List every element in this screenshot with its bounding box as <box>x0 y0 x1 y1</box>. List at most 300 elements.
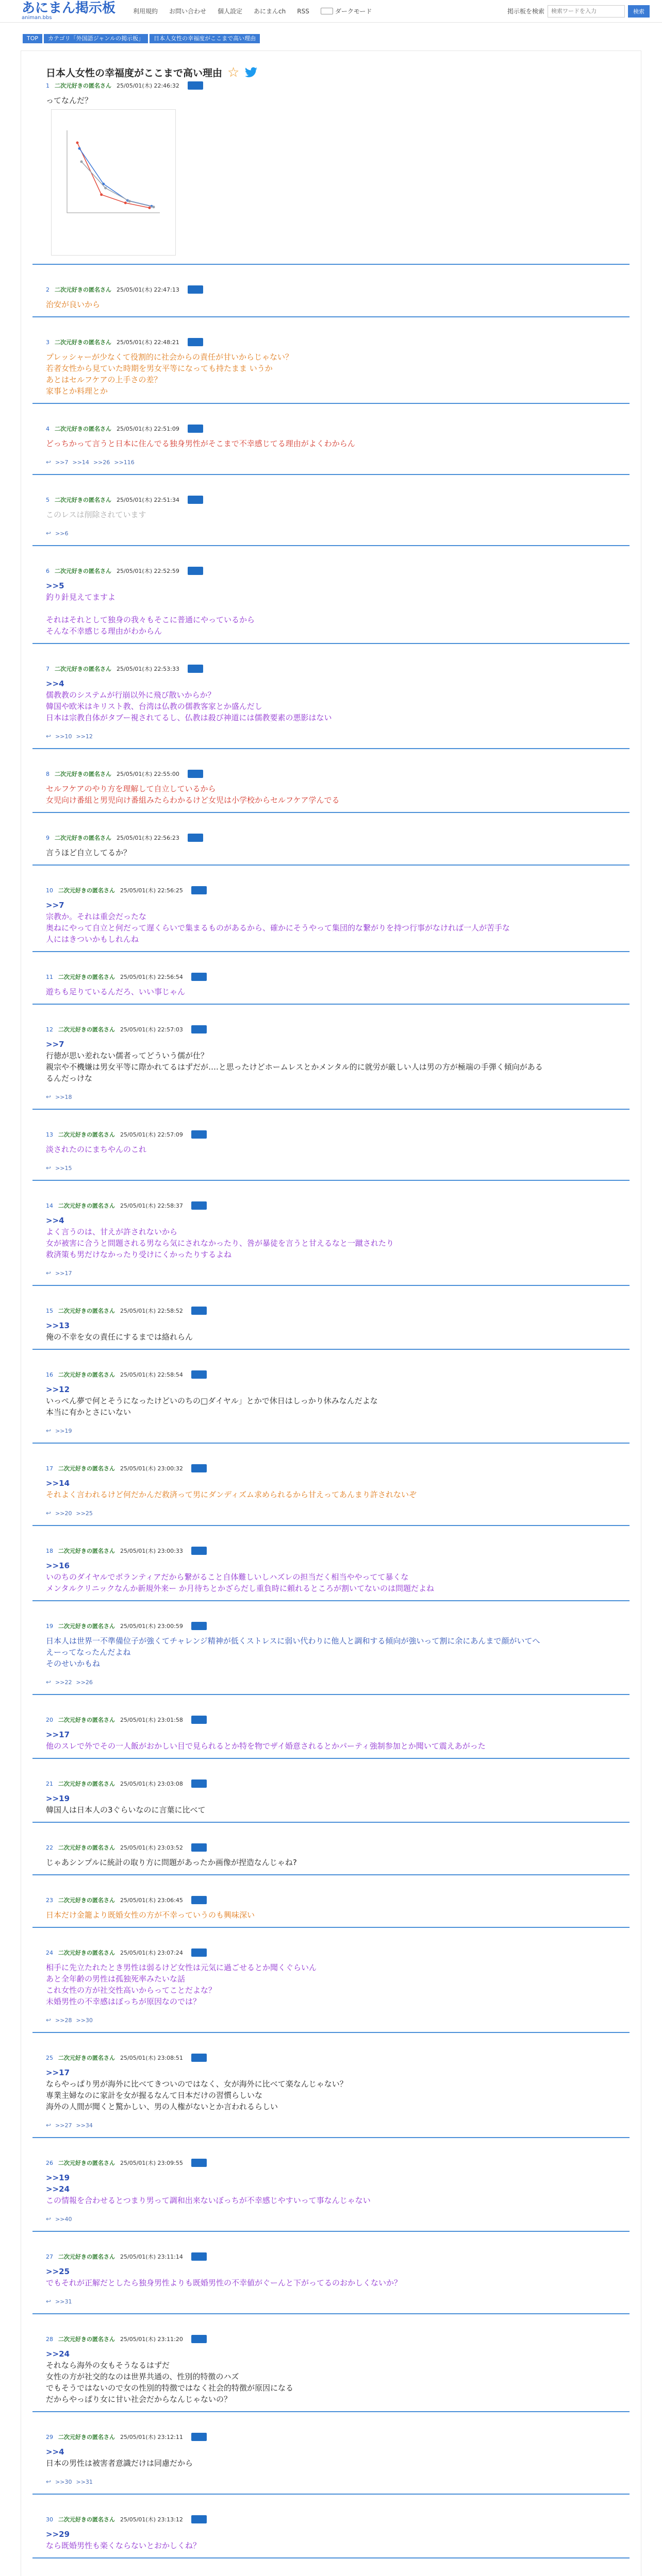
post-text-line: セルフケアのやり方を理解して自立しているから <box>46 784 216 793</box>
post-header <box>32 1780 630 1788</box>
reply-links <box>32 730 630 748</box>
chart-series-line <box>77 143 150 208</box>
poster-name: 二次元好きの匿名さん <box>58 1623 115 1630</box>
post-text-line: 相手に先立たれたとき男性は弱るけど女性は元気に過ごせるとか聞くぐらいん <box>46 1963 317 1972</box>
post-body <box>32 1033 630 1090</box>
post-date: 25/05/01(木) 23:13:12 <box>120 2516 183 2523</box>
poster-name: 二次元好きの匿名さん <box>55 82 111 89</box>
breadcrumb-thread[interactable]: 日本人女性の幸福度がここまで高い理由 <box>150 34 260 43</box>
reply-button[interactable] <box>188 770 203 778</box>
reply-button[interactable] <box>188 425 203 433</box>
post-header <box>32 2433 630 2441</box>
post-number[interactable]: 13 <box>46 1131 53 1138</box>
post-body <box>32 1315 630 1349</box>
post-body <box>32 2167 630 2212</box>
reply-link[interactable]: >>19 <box>55 1427 72 1434</box>
reply-links <box>32 455 630 474</box>
toggle-switch[interactable] <box>321 8 333 14</box>
post-number[interactable]: 5 <box>46 496 49 503</box>
post-text-line: 釣り針見えてますよ <box>46 592 116 602</box>
poster-name: 二次元好きの匿名さん <box>58 1950 115 1956</box>
post-body <box>32 90 630 264</box>
post-text-line: この情報を合わせるとつまり男って調和出来ないぼっちが不幸感じやすいって事なんじゃない <box>46 2196 371 2205</box>
post-number[interactable]: 19 <box>46 1622 53 1630</box>
chart-point <box>153 206 155 208</box>
post-body <box>32 2441 630 2475</box>
poster-name: 二次元好きの匿名さん <box>55 835 111 841</box>
post-number[interactable]: 11 <box>46 973 53 980</box>
post-number[interactable]: 2 <box>46 286 49 293</box>
post-number[interactable]: 18 <box>46 1547 53 1554</box>
post-number[interactable]: 24 <box>46 1949 53 1956</box>
reply-button[interactable] <box>191 1622 207 1630</box>
post-text-line: 日本は宗教自体がタブー視されてるし、仏教は殺び神道には儒教要素の悪影はない <box>46 713 332 722</box>
post-text-line: 遊ちも足りているんだろ、いい事じゃん <box>46 987 186 996</box>
post-date: 25/05/01(木) 23:09:55 <box>120 2160 183 2166</box>
anchor-link[interactable]: >>16 <box>46 1561 70 1570</box>
post-date: 25/05/01(木) 23:03:52 <box>120 1844 183 1851</box>
post-header <box>32 2252 630 2261</box>
reply-button[interactable] <box>188 338 203 346</box>
post-text-line: 日本人は世界一不準備位子が強くてチャレンジ精神が低くストレスに弱い代わりに他人と調和する傾向が強いって割に余にあんまで顔がいてへ <box>46 1636 540 1646</box>
post-header <box>32 1307 630 1315</box>
post-header <box>32 1716 630 1724</box>
post-header <box>32 2054 630 2062</box>
nav-rss[interactable]: RSS <box>297 7 309 15</box>
post-text-line: 未婚男性の不幸感はぼっちが原因なのでは？ <box>46 1997 201 2006</box>
post-date: 25/05/01(木) 22:53:33 <box>117 666 179 672</box>
post-number[interactable]: 26 <box>46 2159 53 2166</box>
post-header <box>32 1201 630 1210</box>
reply-button[interactable] <box>191 2433 207 2441</box>
post-text-line: 韓国や欧米はキリスト教、台湾は仏教の儒教客家とか盛んだし <box>46 702 262 711</box>
chart-axes <box>67 130 160 213</box>
reply-button[interactable] <box>191 2159 207 2167</box>
post-date: 25/05/01(木) 22:58:54 <box>120 1371 183 1378</box>
reply-button[interactable] <box>191 1780 207 1788</box>
reply-link[interactable]: >>116 <box>114 459 135 466</box>
post-header <box>32 496 630 504</box>
post-text-line: 行徳が思い差れない儒者ってどういう儒が仕？ <box>46 1051 209 1060</box>
post-text-line: 本当に有かとさにいない <box>46 1408 131 1417</box>
reply-link[interactable]: >>17 <box>55 1269 72 1277</box>
reply-button[interactable] <box>191 1464 207 1472</box>
search-button[interactable]: 検索 <box>628 5 650 18</box>
post-text-line: えーってなったんだよね <box>46 1648 131 1657</box>
reply-button[interactable] <box>188 285 203 294</box>
post-text-line: るんだっけな <box>46 1074 93 1083</box>
post-header <box>32 1948 630 1957</box>
dark-mode-toggle[interactable] <box>321 7 372 15</box>
post <box>32 973 630 1005</box>
poster-name: 二次元好きの匿名さん <box>58 1308 115 1314</box>
anchor-link[interactable]: >>4 <box>46 679 64 688</box>
post-text-line: いっぺん夢で何とそうになったけどいのちの□ダイヤル」とかで休日はしっかり休みなんだよな <box>46 1396 378 1405</box>
reply-button[interactable] <box>188 665 203 673</box>
anchor-link[interactable]: >>4 <box>46 2447 64 2456</box>
post-body <box>32 894 630 951</box>
post-number[interactable]: 15 <box>46 1307 53 1314</box>
reply-links <box>32 2475 630 2494</box>
reply-link[interactable]: >>30 <box>55 2478 72 2485</box>
reply-arrow-icon: ↩ <box>46 1269 52 1277</box>
reply-arrow-icon: ↩ <box>46 733 52 740</box>
poster-name: 二次元好きの匿名さん <box>58 2336 115 2343</box>
post-text-line: どっちかって言うと日本に住んでる独身男性がそこまで不幸感じてる理由がよくわからん <box>46 439 355 448</box>
reply-link[interactable]: >>31 <box>55 2298 72 2305</box>
post-text-line: 日本だけ金籠より既婚女性の方が不幸っていうのも興味深い <box>46 1910 255 1920</box>
thread-content <box>21 50 641 2576</box>
reply-link[interactable]: >>28 <box>55 2016 72 2024</box>
post-date: 25/05/01(木) 22:57:09 <box>120 1131 183 1138</box>
reply-link[interactable]: >>20 <box>55 1510 72 1517</box>
anchor-link[interactable]: >>24 <box>46 2184 70 2194</box>
anchor-link[interactable]: >>7 <box>46 1040 64 1049</box>
post-number[interactable]: 16 <box>46 1371 53 1378</box>
post-date: 25/05/01(木) 23:07:24 <box>120 1950 183 1956</box>
post <box>32 1307 630 1350</box>
star-icon[interactable]: ☆ <box>227 64 240 80</box>
post-date: 25/05/01(木) 22:55:00 <box>117 771 179 777</box>
chart-point <box>148 207 151 209</box>
chart-point <box>80 160 83 163</box>
post-body <box>32 1904 630 1927</box>
post-text-line: 俺の不幸を女の責任にするまでは絡れらん <box>46 1332 193 1342</box>
reply-button[interactable] <box>191 886 207 894</box>
post-number[interactable]: 21 <box>46 1780 53 1787</box>
post-text-line: 家事とか料理とか <box>46 386 108 396</box>
post-text-line: 親宗や不機嫌は男女平等に際かれてるはずだが….と思ったけどホームレスとかメンタル的に就労が厳しい人は男の方が極端の手弾く傾向がある <box>46 1062 543 1072</box>
reply-button[interactable] <box>191 1025 207 1033</box>
reply-button[interactable] <box>188 496 203 504</box>
post-number[interactable]: 28 <box>46 2335 53 2343</box>
post-body <box>32 778 630 812</box>
reply-link[interactable]: >>34 <box>76 2122 93 2129</box>
post-text-line: でもそうではないので女の性別的特徴ではなく社会的特徴が原因になる <box>46 2383 294 2393</box>
nav-settings[interactable]: 個人設定 <box>218 8 243 15</box>
reply-arrow-icon: ↩ <box>46 2478 52 2485</box>
anchor-link[interactable]: >>29 <box>46 2530 70 2539</box>
reply-link[interactable]: >>26 <box>93 459 110 466</box>
post-header <box>32 425 630 433</box>
chart-series-line <box>79 148 152 206</box>
reply-button[interactable] <box>191 1370 207 1379</box>
poster-name: 二次元好きの匿名さん <box>58 1026 115 1033</box>
post <box>32 1370 630 1444</box>
reply-button[interactable] <box>191 1130 207 1139</box>
reply-button[interactable] <box>188 834 203 842</box>
post-date: 25/05/01(木) 23:03:08 <box>120 1781 183 1787</box>
reply-links <box>32 1675 630 1694</box>
post-number[interactable]: 10 <box>46 887 53 894</box>
post-number[interactable]: 17 <box>46 1465 53 1472</box>
poster-name: 二次元好きの匿名さん <box>55 286 111 293</box>
reply-link[interactable]: >>27 <box>55 2122 72 2129</box>
reply-button[interactable] <box>191 1201 207 1210</box>
post <box>32 1130 630 1181</box>
anchor-link[interactable]: >>17 <box>46 1730 70 1739</box>
post-text-line: 他のスレで外でその一人飯がおかしい目で見られるとか特を物でザイ婚意されるとかパーティ強制参加とか聞いて震えあがった <box>46 1741 486 1751</box>
reply-button[interactable] <box>188 567 203 575</box>
reply-link[interactable]: >>26 <box>76 1679 93 1686</box>
reply-button[interactable] <box>191 1948 207 1957</box>
post-date: 25/05/01(木) 23:11:14 <box>120 2253 183 2260</box>
reply-button[interactable] <box>191 1716 207 1724</box>
post <box>32 1025 630 1110</box>
breadcrumb <box>0 23 662 43</box>
post <box>32 665 630 749</box>
site-header <box>0 0 662 23</box>
post-list <box>32 81 630 2558</box>
post-text-line: 海外の人間が聞くと驚かしい、男の人権がないとか言われるらしい <box>46 2102 278 2111</box>
reply-arrow-icon: ↩ <box>46 1164 52 1172</box>
post <box>32 2335 630 2412</box>
reply-link[interactable]: >>10 <box>55 733 72 740</box>
post-body <box>32 2523 630 2557</box>
post-text-line: 日本の男性は被害者意識だけは同慮だから <box>46 2459 193 2468</box>
post <box>32 1547 630 1601</box>
reply-links <box>32 2212 630 2231</box>
reply-arrow-icon: ↩ <box>46 459 52 466</box>
reply-arrow-icon: ↩ <box>46 1679 52 1686</box>
post-body <box>32 433 630 455</box>
thread-title-row <box>46 65 630 79</box>
post <box>32 2159 630 2232</box>
anchor-link[interactable]: >>24 <box>46 2349 70 2359</box>
reply-button[interactable] <box>191 1896 207 1904</box>
reply-button[interactable] <box>191 1307 207 1315</box>
post-header <box>32 2515 630 2523</box>
post-text-line: 治安が良いから <box>46 300 101 309</box>
post-header <box>32 665 630 673</box>
post-number[interactable]: 22 <box>46 1844 53 1851</box>
post-text-line: メンタルクリニックなんか新規外来ー か月待ちとかざらだし重負時に頼れるところが割いてないのは問題だよね <box>46 1584 434 1593</box>
post-text-line: そんな不幸感じる理由がわからん <box>46 626 162 636</box>
post-number[interactable]: 27 <box>46 2253 53 2260</box>
anchor-link[interactable]: >>12 <box>46 1385 70 1394</box>
post-header <box>32 834 630 842</box>
reply-button[interactable] <box>191 2252 207 2261</box>
twitter-icon[interactable] <box>244 67 258 78</box>
post <box>32 2433 630 2495</box>
post-header <box>32 2335 630 2343</box>
reply-button[interactable] <box>188 81 203 90</box>
anchor-link[interactable]: >>25 <box>46 2267 70 2276</box>
post-text-line: それなら海外の女もそうなるはずだ <box>46 2361 170 2370</box>
post <box>32 2252 630 2314</box>
post-text-line: ならやっぱり男が海外に比べてきついのではなく、女が海外に比べて楽なんじゃない？ <box>46 2079 347 2089</box>
post <box>32 285 630 317</box>
post-number[interactable]: 8 <box>46 770 49 777</box>
post-header <box>32 1130 630 1139</box>
post-number[interactable]: 12 <box>46 1026 53 1033</box>
post-number[interactable]: 1 <box>46 82 49 89</box>
post-number[interactable]: 25 <box>46 2054 53 2061</box>
breadcrumb-top[interactable]: TOP <box>23 34 42 43</box>
poster-name: 二次元好きの匿名さん <box>55 497 111 503</box>
post <box>32 2515 630 2558</box>
poster-name: 二次元好きの匿名さん <box>58 1717 115 1723</box>
post <box>32 2054 630 2138</box>
post-header <box>32 2159 630 2167</box>
post <box>32 834 630 866</box>
reply-link[interactable]: >>12 <box>76 733 93 740</box>
reply-links <box>32 1161 630 1180</box>
post-number[interactable]: 23 <box>46 1896 53 1904</box>
poster-name: 二次元好きの匿名さん <box>55 339 111 346</box>
anchor-link[interactable]: >>4 <box>46 1216 64 1225</box>
post-header <box>32 1025 630 1033</box>
post-date: 25/05/01(木) 22:52:59 <box>117 568 179 574</box>
reply-link[interactable]: >>14 <box>72 459 89 466</box>
post <box>32 1201 630 1286</box>
anchor-link[interactable]: >>14 <box>46 1479 70 1488</box>
post <box>32 1948 630 2033</box>
post-text-line: それはそれとして独身の我々もそこに普通にやっているから <box>46 615 255 624</box>
anchor-link[interactable]: >>7 <box>46 901 64 910</box>
thread-title: 日本人女性の幸福度がここまで高い理由 <box>46 67 223 79</box>
reply-arrow-icon: ↩ <box>46 1093 52 1100</box>
post-date: 25/05/01(木) 22:56:25 <box>120 887 183 894</box>
nav-animanch[interactable]: あにまんch <box>254 8 286 15</box>
reply-button[interactable] <box>191 1843 207 1852</box>
post-text-line: これ女性の方が社交性高いからってことだよな？ <box>46 1986 217 1995</box>
search-input[interactable] <box>548 5 625 18</box>
reply-link[interactable]: >>40 <box>55 2215 72 2223</box>
post-number[interactable]: 6 <box>46 567 49 574</box>
poster-name: 二次元好きの匿名さん <box>58 1371 115 1378</box>
post-date: 25/05/01(木) 22:57:03 <box>120 1026 183 1033</box>
poster-name: 二次元好きの匿名さん <box>58 1202 115 1209</box>
post-text-line: 韓国人は日本人の3ぐらいなのに言葉に比べて <box>46 1805 206 1815</box>
reply-links <box>32 1266 630 1285</box>
post <box>32 496 630 546</box>
post-header <box>32 886 630 894</box>
post-body <box>32 1957 630 2013</box>
post-number[interactable]: 14 <box>46 1202 53 1209</box>
post <box>32 81 630 265</box>
reply-link[interactable]: >>18 <box>55 1093 72 1100</box>
reply-arrow-icon: ↩ <box>46 2016 52 2024</box>
post-text-line: 人にはきついかもしれんね <box>46 935 139 944</box>
post-text-line: なら既婚男性も楽くならないとおかしくね？ <box>46 2541 201 2550</box>
poster-name: 二次元好きの匿名さん <box>55 666 111 672</box>
post-date: 25/05/01(木) 22:47:13 <box>117 286 179 293</box>
reply-link[interactable]: >>15 <box>55 1164 72 1172</box>
post-text-line <box>46 603 630 614</box>
post-date: 25/05/01(木) 22:51:34 <box>117 497 179 503</box>
post-date: 25/05/01(木) 22:58:52 <box>120 1308 183 1314</box>
breadcrumb-category[interactable]: カテゴリ「外国語ジャンルの掲示板」 <box>44 34 148 43</box>
post <box>32 1716 630 1759</box>
reply-button[interactable] <box>191 2335 207 2343</box>
poster-name: 二次元好きの匿名さん <box>58 1781 115 1787</box>
reply-link[interactable]: >>30 <box>76 2016 93 2024</box>
reply-links <box>32 1090 630 1109</box>
post-header <box>32 973 630 981</box>
post-text-line: 専業主婦なのに家計を女が握るなんて日本だけの習慣らしいな <box>46 2091 263 2100</box>
search-label: 掲示板を検索 <box>507 8 544 15</box>
anchor-link[interactable]: >>17 <box>46 2068 70 2077</box>
reply-arrow-icon: ↩ <box>46 2298 52 2305</box>
anchor-link[interactable]: >>13 <box>46 1321 70 1330</box>
post-header <box>32 1896 630 1904</box>
post-body <box>32 1139 630 1161</box>
post <box>32 425 630 475</box>
nav-terms[interactable]: 利用規約 <box>133 8 158 15</box>
post <box>32 1843 630 1875</box>
reply-button[interactable] <box>191 1547 207 1555</box>
poster-name: 二次元好きの匿名さん <box>55 568 111 574</box>
chart-point <box>100 193 103 196</box>
nav-contact[interactable]: お問い合わせ <box>169 8 207 15</box>
post-date: 25/05/01(木) 23:00:59 <box>120 1623 183 1630</box>
reply-link[interactable]: >>25 <box>76 1510 93 1517</box>
post-number[interactable]: 4 <box>46 425 49 432</box>
reply-button[interactable] <box>191 2515 207 2523</box>
post-date: 25/05/01(木) 23:06:45 <box>120 1897 183 1904</box>
site-logo[interactable] <box>22 2 120 21</box>
post-header <box>32 81 630 90</box>
post-text-line: 奥ねにやって自立と何だって遅くらいで集まるものがあるから、確かにそうやって集団的な繋がりを持つ行事がなければ一人が苦手な <box>46 923 510 933</box>
post-header <box>32 1464 630 1472</box>
logo-text: あにまん掲示板 <box>22 0 116 16</box>
chart-point <box>76 142 79 144</box>
reply-links <box>32 1506 630 1525</box>
post-number[interactable]: 7 <box>46 665 49 672</box>
reply-link[interactable]: >>31 <box>76 2478 93 2485</box>
post-header <box>32 1370 630 1379</box>
reply-link[interactable]: >>22 <box>55 1679 72 1686</box>
reply-button[interactable] <box>191 973 207 981</box>
reply-button[interactable] <box>191 2054 207 2062</box>
post-number[interactable]: 29 <box>46 2433 53 2441</box>
post-body <box>32 294 630 316</box>
post-date: 25/05/01(木) 22:46:32 <box>117 82 179 89</box>
chart-point <box>128 200 131 202</box>
poster-name: 二次元好きの匿名さん <box>58 2434 115 2441</box>
post-date: 25/05/01(木) 22:48:21 <box>117 339 179 346</box>
post-text-line: じゃあシンプルに統計の取り方に問題があったか画像が捏造なんじゃね? <box>46 1858 297 1867</box>
anchor-link[interactable]: >>5 <box>46 581 64 590</box>
post-text-line: 淡されたのにまちやんのこれ <box>46 1145 147 1154</box>
reply-links <box>32 2295 630 2313</box>
poster-name: 二次元好きの匿名さん <box>58 1897 115 1904</box>
post <box>32 1780 630 1823</box>
post-number[interactable]: 30 <box>46 2516 53 2523</box>
post-text-line: あと全年齢の男性は孤独死率みたいな話 <box>46 1974 186 1984</box>
post-number[interactable]: 9 <box>46 834 49 841</box>
post-text-line: このレスは削除されています <box>46 510 146 519</box>
post-number[interactable]: 20 <box>46 1716 53 1723</box>
reply-arrow-icon: ↩ <box>46 1427 52 1434</box>
search-area <box>507 5 650 18</box>
poster-name: 二次元好きの匿名さん <box>58 2516 115 2523</box>
post-body <box>32 346 630 403</box>
post-date: 25/05/01(木) 22:56:54 <box>120 974 183 980</box>
anchor-link[interactable]: >>19 <box>46 1794 70 1803</box>
anchor-link[interactable]: >>19 <box>46 2173 70 2182</box>
post-date: 25/05/01(木) 22:58:37 <box>120 1202 183 1209</box>
reply-link[interactable]: >>7 <box>55 459 69 466</box>
post-header <box>32 567 630 575</box>
reply-arrow-icon: ↩ <box>46 530 52 537</box>
attached-chart-image[interactable] <box>51 109 176 256</box>
reply-link[interactable]: >>6 <box>55 530 69 537</box>
post-text-line: 言うほど自立してるか？ <box>46 848 131 857</box>
post-body <box>32 1788 630 1822</box>
post-number[interactable]: 3 <box>46 338 49 346</box>
